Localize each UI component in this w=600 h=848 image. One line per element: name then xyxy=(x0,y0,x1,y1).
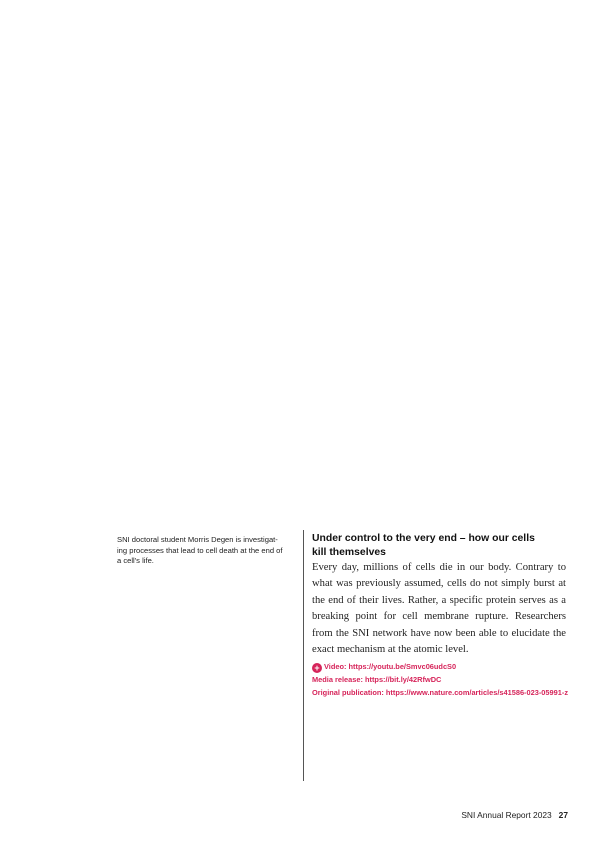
page-number: 27 xyxy=(558,810,568,820)
media-release-link[interactable]: Media release: https://bit.ly/42RfwDC xyxy=(312,675,442,685)
caption-line: a cell's life. xyxy=(117,556,154,566)
video-link-text: Video: https://youtu.be/Smvc06udcS0 xyxy=(324,662,457,672)
video-link[interactable] xyxy=(312,660,566,673)
headline-line: kill themselves xyxy=(312,547,386,558)
column-divider xyxy=(303,530,304,781)
plus-circle-icon: + xyxy=(312,663,322,673)
article-body: Every day, millions of cells die in our body. Contrary to what was previously assumed, cells do not simply burst at the end of their lives. Rather, a specific protein serves as a breaking point for cell membrane rupture. Researchers from the SNI network have now been able to elucidate the exact mechanism at the atomic level. xyxy=(312,562,566,656)
page-footer xyxy=(461,810,568,820)
report-title: SNI Annual Report 2023 xyxy=(461,810,552,820)
caption-line: SNI doctoral student Morris Degen is investigat- xyxy=(117,535,278,544)
article xyxy=(312,532,569,699)
original-publication-link[interactable]: Original publication: https://www.nature.com/articles/s41586-023-05991-z xyxy=(312,688,569,698)
article-headline xyxy=(312,532,566,560)
caption-line: ing processes that lead to cell death at the end of xyxy=(117,545,283,555)
photo-caption xyxy=(117,535,297,567)
headline-line: Under control to the very end – how our cells xyxy=(312,533,535,544)
